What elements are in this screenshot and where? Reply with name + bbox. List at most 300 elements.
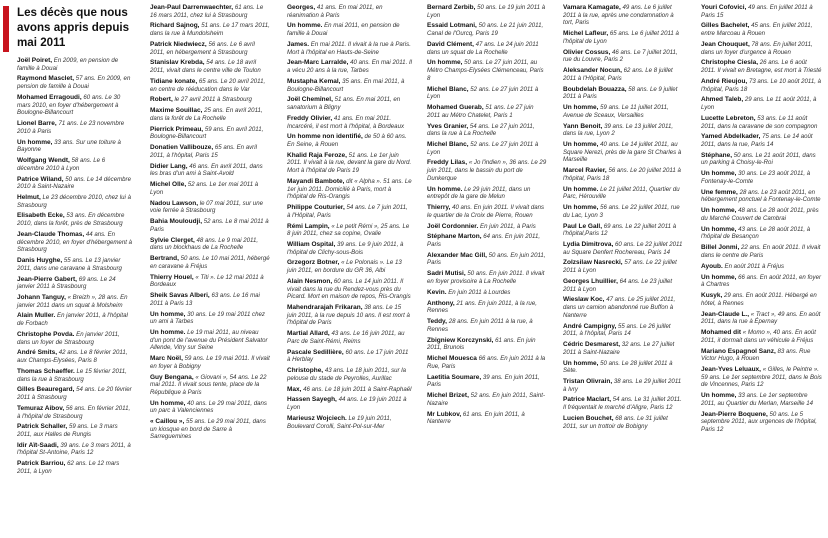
- entry-name: Sylvie Clerget,: [150, 236, 195, 244]
- entry-description: 63 ans. Le 16 mai 2011 à Paris 13: [150, 292, 260, 307]
- death-entry: [150, 400, 270, 415]
- entry-description: 50 ans. Le 28 juillet 2011 à Sète.: [563, 359, 673, 375]
- column-1: [17, 57, 133, 479]
- entry-description: 40 ans. Le 14 juillet 2011, au Square Nerezi, près de la gare St Charles à Marseille: [563, 140, 682, 164]
- entry-description: 50 ans. Le 5 septembre 2011, aux urgences de l'hôpital, Paris 12: [701, 410, 817, 433]
- entry-name: Maxime Souillac,: [150, 107, 203, 115]
- entry-name: Mariano Espagnol Sanz,: [701, 347, 776, 355]
- death-entry: [17, 157, 133, 172]
- entry-description: 44 ans. Le 19 juin 2011 à Lyon: [287, 396, 407, 412]
- entry-description: 48 ans. Le 28 août 2011, près du Marché Couvert de Cambrai: [701, 207, 819, 222]
- death-entry: [150, 181, 270, 196]
- death-entry: [150, 144, 270, 159]
- entry-description: 45 ans. En juillet 2011, entre Marcoau à Rouen: [701, 22, 813, 38]
- entry-name: Jean-Marc Larralde,: [287, 59, 349, 67]
- entry-name: Lionel Barre,: [17, 120, 57, 128]
- death-entry: [17, 331, 133, 346]
- entry-description: 39 ans. En juin 2011, Paris: [427, 373, 540, 389]
- entry-name: Georges,: [287, 4, 316, 11]
- entry-name: Zbigniew Korczynski,: [427, 336, 494, 344]
- entry-description: 61 ans. En juin 2011, Brunois: [427, 336, 536, 352]
- entry-description: 52 ans. Le 27 juin 2011 à Lyon: [427, 140, 539, 156]
- death-entry: [287, 178, 412, 201]
- entry-name: Yves Granier,: [427, 122, 469, 130]
- entry-name: Un homme,: [563, 140, 599, 148]
- entry-name: Richard Sajnog,: [150, 22, 200, 30]
- entry-description: 52 ans. En juin 2011, Saint-Nazaire: [427, 392, 546, 407]
- death-entry: [150, 374, 270, 397]
- death-entry: [17, 120, 133, 135]
- entry-name: Christophe Povda.: [17, 330, 75, 338]
- title-accent-bar: [3, 6, 9, 52]
- entry-name: Billel Jonmi,: [701, 244, 740, 252]
- entry-description: 43 ans. Le 18 juin 2011, sur la pelouse du stade de Peyrolles, Aurillac: [287, 367, 407, 382]
- entry-description: 47 ans. Le 24 juin 2011 dans un squat de La Rochelle: [427, 40, 539, 56]
- entry-name: Jean-Paul Darrenwaechter,: [150, 4, 234, 11]
- death-entry: [17, 460, 133, 475]
- death-entry: [17, 294, 133, 309]
- entry-name: Donatien Vallibouze,: [150, 144, 214, 152]
- death-entry: [563, 296, 683, 319]
- entry-name: Michel Mouesca: [427, 355, 477, 363]
- death-entry: [150, 200, 270, 215]
- entry-description: Le 29 juin 2011, dans un entrepôt de la gare de Melun: [427, 185, 531, 201]
- death-entry: [287, 115, 412, 130]
- death-entry: [563, 241, 683, 256]
- death-entry: [150, 96, 270, 104]
- entry-description: 61 ans. Le 16 mars 2011, chez lui à Strasbourg: [150, 4, 264, 19]
- entry-description: 26 ans. Le 6 août 2011. Il vivait en Bretagne, est mort à Triesté: [701, 59, 822, 75]
- death-entry: [427, 59, 547, 82]
- entry-description: 53 ans. En décembre 2010, dans la forêt, près de Strasbourg: [17, 212, 125, 228]
- death-entry: [17, 442, 133, 457]
- entry-name: Michel Blanc,: [427, 85, 469, 93]
- entry-description: 30 ans. Le 23 août 2011, à Fontenay-le-Comte: [701, 170, 811, 185]
- death-entry: [150, 274, 270, 289]
- entry-name: Patrick Barriou,: [17, 460, 66, 468]
- entry-name: Essaid Lotmani,: [427, 22, 477, 30]
- entry-description: 50 ans. Le 21 juin 2011, Canal de l'Ourcq, Paris 19: [427, 22, 544, 38]
- death-entry: [427, 411, 547, 426]
- entry-name: Christophe,: [287, 367, 324, 375]
- entry-name: Thierry Houel,: [150, 273, 194, 281]
- entry-description: 46 ans. Le 7 juillet 2011, rue du Louvre, Paris 2: [563, 48, 678, 64]
- entry-description: Le 19 mai 2011, au niveau d'un pont de l'avenue du Président Salvator Allende, Vitry sur Seine: [150, 329, 268, 352]
- death-entry: [563, 167, 683, 182]
- death-entry: [17, 212, 133, 227]
- entry-name: Guy Bengana,: [150, 373, 194, 381]
- death-entry: [17, 194, 133, 209]
- entry-name: Mustapha Kemal,: [287, 77, 341, 85]
- entry-name: Alain Muller.: [17, 312, 56, 320]
- entry-name: Michel Lafleur,: [563, 30, 609, 38]
- entry-name: Kusyk,: [701, 292, 723, 300]
- entry-description: 56 ans. En février 2011, à l'hôpital de Strasbourg: [17, 404, 131, 420]
- entry-name: Cédric Desmarest,: [563, 341, 621, 349]
- death-entry: [17, 405, 133, 420]
- entry-description: 29 ans. Le 11 août 2011, à Lyon: [701, 96, 817, 112]
- entry-name: Helmut,: [17, 193, 41, 201]
- column-2: [150, 4, 270, 444]
- entry-name: Anthony,: [427, 299, 455, 307]
- entry-name: William Ospital,: [287, 241, 336, 248]
- entry-description: « Momo », 40 ans. En août 2011, il dormait dans un véhicule à Fréjus: [701, 329, 816, 344]
- page-title: Les décès que nous avons appris depuis mai 2011: [17, 6, 130, 49]
- entry-name: Temuraz Aibov,: [17, 404, 65, 412]
- entry-description: 51 ans. En mai 2011, en sanatorium à Bligny: [287, 96, 401, 112]
- entry-description: 54 ans. Le 20 février 2011 à Strasbourg: [17, 386, 132, 402]
- entry-name: Alain Nesmon,: [287, 277, 333, 285]
- entry-description: 56 ans. Le 6 avril 2011, en hébergement à Strasbourg: [150, 40, 255, 56]
- entry-description: 32 ans. Le 27 juillet 2011 à Saint-Nazaire: [563, 341, 675, 356]
- death-entry: [427, 355, 547, 370]
- entry-description: 61 ans. En juin 2011, à Nanterre: [427, 410, 525, 426]
- entry-name: Alexander Mac Gill,: [427, 251, 487, 259]
- death-entry: [150, 78, 270, 93]
- entry-name: Max,: [287, 385, 302, 393]
- death-entry: [563, 141, 683, 164]
- entry-name: Johann Tanguy,: [17, 294, 66, 301]
- entry-description: 40 ans. En mai 2011. Il a vécu 20 ans à la rue, Tarbes: [287, 59, 413, 75]
- entry-name: Jean-Yves Leluaux,: [701, 366, 761, 374]
- entry-name: Stéphane Marton,: [427, 233, 482, 241]
- death-entry: [150, 163, 270, 178]
- entry-description: 39 ans. Le 3 mars 2011, à l'hôpital St-Antoine, Paris 12: [17, 441, 131, 457]
- death-entry: [563, 186, 683, 201]
- entry-description: 48 ans. Le 9 mai 2011, dans un blockhaus de La Rochelle: [150, 236, 259, 252]
- entry-description: 47 ans. Le 25 juillet 2011, dans un camion abandonné rue Buffon à Nanterre: [563, 296, 676, 319]
- entry-name: Un homme,: [17, 138, 53, 146]
- entry-description: 33 ans. Sur une toiture à Bayonne: [17, 138, 121, 154]
- entry-name: Bahia Mouloudji,: [150, 218, 202, 226]
- entry-description: 30 ans. Le 19 mai 2011 chez un ami à Tarbes: [150, 310, 265, 326]
- entry-name: Lydia Dimitrova,: [563, 241, 614, 248]
- entry-name: Ahmed Taleb,: [701, 96, 744, 104]
- entry-name: Michel Brizet,: [427, 392, 469, 400]
- death-entry: [427, 223, 547, 231]
- entry-description: 60 ans. Le 22 juillet 2011 au Square Denfert Rochereau, Paris 14: [563, 241, 683, 256]
- entry-description: 59 ans. Le 11 juillet 2011, Avenue de Sceaux, Versailles: [563, 104, 669, 119]
- entry-name: Paul Le Gall,: [563, 222, 603, 230]
- entry-name: Raymond Masclet,: [17, 75, 75, 83]
- death-entry: [287, 96, 412, 111]
- entry-name: Bertrand,: [150, 255, 179, 263]
- entry-name: Un homme,: [701, 225, 737, 233]
- entry-name: Robert,: [150, 96, 173, 104]
- entry-name: Ayoub.: [701, 262, 723, 270]
- entry-name: Youri Cofovici,: [701, 4, 747, 11]
- death-entry: [563, 278, 683, 293]
- death-entry: [427, 104, 547, 119]
- entry-description: 54 ans. Le 18 avril 2011, vivait dans le centre ville de Toulon: [150, 59, 261, 75]
- death-entry: [150, 107, 270, 122]
- entry-name: Yann Benoit,: [563, 122, 603, 130]
- entry-description: 22 ans. En août 2011. Il vivait dans le centre de Paris: [701, 244, 821, 259]
- death-entry: [287, 415, 412, 430]
- death-entry: [17, 75, 133, 90]
- entry-name: Un homme,: [701, 170, 737, 178]
- death-entry: [17, 312, 133, 327]
- entry-description: 50 ans. Le 21 août 2011, dans un parking à Choisy-le-Roi: [701, 151, 816, 167]
- death-entry: [427, 159, 547, 182]
- entry-name: Khalid Raja Feroze,: [287, 151, 347, 159]
- death-entry: [563, 341, 683, 356]
- death-entry: [287, 278, 412, 301]
- death-entry: [563, 360, 683, 375]
- death-entry: [150, 41, 270, 56]
- entry-description: 58 ans. Le 9 juillet 2011 à Paris: [563, 85, 678, 101]
- column-4: [427, 4, 547, 429]
- entry-name: Jean Chouquet,: [701, 40, 750, 48]
- entry-description: 59 ans. Le 19 mai 2011. Il vivait en foyer à Bobigny: [150, 355, 270, 370]
- entry-description: 65 ans. Le 20 avril 2011, en centre de rééducation dans le Var: [150, 77, 266, 93]
- entry-description: « Le Polonais ». Le 13 juin 2011, en bordure du GR 36, Albi: [287, 259, 402, 275]
- entry-description: 44 ans. En décembre 2010, en foyer d'hébergement à Strasbourg: [17, 230, 132, 254]
- entry-name: Didier Lang,: [150, 162, 188, 170]
- death-entry: [563, 223, 683, 238]
- entry-name: Grzegorz Botner,: [287, 259, 340, 267]
- death-entry: [701, 170, 823, 185]
- entry-description: 43 ans. Le 28 août 2011, à l'hôpital de Besançon: [701, 225, 811, 241]
- death-entry: [427, 392, 547, 407]
- entry-description: « Jo l'indien », 36 ans. Le 29 juin 2011, dans le bassin du port de Dunkerque: [427, 159, 547, 182]
- entry-description: 51 ans. Le 17 mars 2011, dans la rue à Mundolsheim: [150, 22, 270, 38]
- entry-name: Stanislav Krebda,: [150, 59, 205, 67]
- death-entry: [150, 255, 270, 270]
- entry-name: Un homme,: [427, 59, 463, 67]
- entry-name: Un homme non identifié,: [287, 133, 363, 141]
- entry-description: Le 15 février 2011, dans la rue à Strasbourg: [17, 367, 127, 383]
- death-entry: [563, 67, 683, 82]
- entry-name: Hassen Sayegh,: [287, 396, 337, 404]
- death-entry: [287, 349, 412, 364]
- entry-name: Wolfgang Wendt,: [17, 157, 70, 165]
- death-entry: [427, 252, 547, 267]
- entry-name: Patrick Schaller,: [17, 423, 68, 431]
- death-entry: [563, 415, 683, 430]
- death-entry: [17, 176, 133, 191]
- entry-name: Pascale Sedillière,: [287, 348, 344, 356]
- death-entry: [563, 30, 683, 45]
- entry-description: En janvier 2011, dans un foyer de Strasbourg: [17, 330, 120, 346]
- entry-name: Stéphane,: [701, 151, 733, 159]
- entry-description: 68 ans. Le 31 juillet 2011, sur un trottoir de Bobigny: [563, 414, 668, 430]
- death-entry: [563, 104, 683, 119]
- death-entry: [17, 349, 133, 364]
- entry-name: Gilles Bachelet,: [701, 22, 750, 30]
- entry-name: Un homme.: [563, 185, 599, 193]
- entry-description: 65 ans. Le 6 juillet 2011 à l'hôpital de Lyon: [563, 30, 679, 45]
- death-entry: [287, 133, 412, 148]
- death-entry: [150, 355, 270, 370]
- entry-name: Olivier Cossus,: [563, 48, 611, 56]
- entry-name: André Smits,: [17, 349, 58, 357]
- entry-description: 75 ans. Le 14 août 2011, dans la rue, Paris 14: [701, 133, 813, 148]
- death-entry: [563, 259, 683, 274]
- death-entry: [427, 204, 547, 219]
- entry-description: En mai 2011. Il vivait à la rue à Paris. Mort à l'hôpital en Hauts-de-Seine: [287, 40, 411, 56]
- death-entry: [701, 96, 823, 111]
- entry-name: Un homme,: [563, 204, 599, 212]
- entry-name: Un homme.: [287, 22, 323, 30]
- entry-name: Pierrick Primeau,: [150, 125, 204, 133]
- entry-name: « Caillou »,: [150, 418, 185, 426]
- death-entry: [563, 204, 683, 219]
- entry-name: Michel Blanc,: [427, 140, 469, 148]
- entry-name: David Clément,: [427, 40, 474, 48]
- death-entry: [701, 348, 823, 363]
- entry-description: 42 ans. Le 8 février 2011, aux Champs-Elysées, Paris 8: [17, 349, 128, 365]
- entry-description: 71 ans. Le 23 novembre 2010 à Paris: [17, 120, 125, 135]
- entry-name: Wieslaw Koc,: [563, 296, 605, 304]
- death-entry: [701, 263, 823, 271]
- entry-description: 41 ans. En mai 2011, en réanimation à Paris: [287, 4, 383, 19]
- entry-name: Joël Cordonnier.: [427, 222, 479, 230]
- entry-description: 64 ans. En juin 2011, Paris: [427, 233, 541, 248]
- entry-description: 46 ans. Le 18 juin 2011 à Saint-Raphaël: [303, 385, 412, 393]
- entry-name: Mr Lubkov,: [427, 410, 462, 418]
- entry-description: En mai 2011, en pension de famille à Douai: [287, 22, 400, 38]
- death-entry: [17, 368, 133, 383]
- entry-name: James.: [287, 40, 310, 48]
- entry-name: Patrice Wiland,: [17, 175, 64, 183]
- death-entry: [563, 4, 683, 27]
- entry-description: le 27 avril 2011 à Strasbourg: [174, 96, 252, 104]
- entry-description: 28 ans. Le 23 août 2011, en hébergement ponctuel à Fontenay-le-Comte: [701, 188, 821, 204]
- death-entry: [427, 289, 547, 297]
- entry-name: Freddy Olivier,: [287, 114, 333, 122]
- death-entry: [150, 329, 270, 352]
- death-entry: [701, 366, 823, 389]
- entry-description: 21 ans. En juin 2011, à la rue, Rennes: [427, 299, 537, 315]
- entry-name: Vamara Kamagate,: [563, 4, 621, 11]
- entry-description: 46 ans. En avril 2011, dans les bras d'un ami à Saint-Avold: [150, 162, 263, 178]
- death-entry: [701, 22, 823, 37]
- entry-name: Rémi Lampin,: [287, 222, 330, 230]
- death-entry: [427, 141, 547, 156]
- entry-name: André Rieujou,: [701, 77, 748, 85]
- entry-description: 40 ans. En juin 2011. Il vivait dans le quartier de la Croix de Pierre, Rouen: [427, 204, 545, 219]
- entry-description: 25 ans. En avril 2011, dans la forêt de La Rochelle: [150, 107, 263, 122]
- entry-name: Un homme,: [701, 207, 737, 215]
- entry-name: Gilles Beauregard,: [17, 386, 75, 394]
- entry-description: « Titi ». Le 12 mai 2011 à Bordeaux: [150, 273, 264, 289]
- entry-name: Michel Olle,: [150, 181, 187, 189]
- death-entry: [287, 396, 412, 411]
- death-entry: [427, 374, 547, 389]
- death-entry: [287, 22, 412, 37]
- entry-name: Jean-Pierre Boquene,: [701, 410, 768, 418]
- death-entry: [563, 396, 683, 411]
- death-entry: [150, 22, 270, 37]
- death-entry: [17, 423, 133, 438]
- death-entry: [287, 304, 412, 327]
- entry-name: Tidiane konate,: [150, 77, 198, 85]
- entry-name: Tristan Olivrain,: [563, 377, 613, 385]
- entry-name: Un homme.: [427, 185, 463, 193]
- entry-description: 51 ans. Le 27 juin 2011 au Métro Chatelet, Paris 1: [427, 104, 534, 119]
- entry-name: Joël Chemînel,: [287, 96, 333, 104]
- entry-description: En juin 2011, à Paris: [480, 222, 536, 230]
- entry-description: le 07 mai 2011, sur une voie ferrée à Strasbourg: [150, 199, 263, 215]
- entry-name: Lucette Lebreton,: [701, 114, 756, 122]
- entry-description: 55 ans. Le 26 juillet 2011, à l'hôpital, Paris 14: [563, 322, 671, 338]
- death-entry: [17, 276, 133, 291]
- entry-description: 69 ans. Le 24 janvier 2011 à Strasbourg: [17, 275, 116, 291]
- death-entry: [427, 300, 547, 315]
- entry-description: 66 ans. En juin 2011 à la Rue, Paris: [427, 355, 546, 370]
- entry-description: 29 ans. En août 2011. Hébergé en hôtel, à Rennes: [701, 292, 817, 307]
- death-entry: [287, 78, 412, 93]
- entry-description: Le 23 décembre 2010, chez lui à Strasbourg: [17, 193, 131, 209]
- death-entry: [150, 126, 270, 141]
- entry-name: Aleksander Nocun,: [563, 67, 622, 75]
- entry-description: 39 ans. Le 13 juillet 2011, dans la rue, Lyon 2: [563, 122, 674, 138]
- death-entry: [701, 244, 823, 259]
- death-entry: [150, 292, 270, 307]
- entry-name: André Campigny,: [563, 322, 617, 330]
- death-entry: [701, 292, 823, 307]
- entry-name: Jean-Pierre Gabert,: [17, 275, 77, 283]
- death-entry: [17, 386, 133, 401]
- entry-description: En juin 2011 à Lourdes: [448, 288, 511, 296]
- death-entry: [427, 186, 547, 201]
- death-entry: [701, 392, 823, 407]
- entry-description: 50 ans. En juin 2011. Il vivait en foyer provisoire à La Rochelle: [427, 270, 545, 285]
- death-entry: [150, 418, 270, 441]
- entry-name: Freddy Lilas,: [427, 159, 468, 167]
- entry-description: 59 ans. Le 3 mars 2011, aux Halles de Rungis: [17, 423, 118, 438]
- entry-name: Marieusz Wojciech.: [287, 414, 347, 422]
- entry-name: Mayandi Bambote,: [287, 177, 345, 185]
- entry-description: 59 ans. En avril 2011, Boulogne-Billancourt: [150, 125, 264, 141]
- entry-name: Kevin.: [427, 288, 447, 296]
- death-entry: [17, 231, 133, 254]
- death-entry: [701, 78, 823, 93]
- entry-description: 50 ans. Le 10 mai 2011, hébergé en caravane à Fréjus: [150, 255, 270, 270]
- death-entry: [287, 241, 412, 256]
- death-entry: [287, 223, 412, 238]
- entry-name: Mohamed Guerab,: [427, 104, 484, 112]
- entry-description: En janvier 2011, à l'hôpital de Forbach: [17, 312, 128, 328]
- entry-description: 64 ans. Le 23 juillet 2011 à Lyon: [563, 277, 673, 293]
- entry-name: Thierry,: [427, 204, 451, 212]
- entry-name: Bernard Zerbib,: [427, 4, 476, 11]
- entry-name: Jean-Claude Thomas,: [17, 230, 85, 238]
- entry-name: Un homme,: [150, 310, 186, 318]
- death-entry: [150, 4, 270, 19]
- death-entry: [701, 152, 823, 167]
- entry-description: dit « Alpha ». 51 ans. Le 1er juin 2011. Domicilié à Paris, mort à l'hôpital de Ris-Orangis: [287, 177, 412, 201]
- entry-name: Marc Noël,: [150, 355, 183, 363]
- column-3: [287, 4, 412, 433]
- death-entry: [701, 4, 823, 19]
- entry-description: 66 ans. En août 2011, en foyer à Chartres: [701, 273, 821, 289]
- entry-description: 52 ans. Le 1er mai 2011 à Lyon: [150, 181, 259, 196]
- death-entry: [701, 274, 823, 289]
- entry-description: Le 21 juillet 2011, Quartier du Parc, Hérouville: [563, 185, 680, 201]
- entry-name: Georges Lhuillier,: [563, 277, 618, 285]
- entry-name: Laetitia Soumare,: [427, 373, 482, 381]
- entry-description: 43 ans. Le 16 juin 2011, au Parc de Saint-Rémi, Reims: [287, 330, 405, 345]
- entry-description: 60 ans. Le 30 mars 2010, en foyer d'hébergement à Boulogne-Billancourt: [17, 93, 121, 117]
- entry-description: 69 ans. Le 22 juillet 2011 à l'hôpital,Paris 12: [563, 222, 677, 238]
- death-entry: [563, 86, 683, 101]
- death-entry: [701, 41, 823, 56]
- entry-name: Un homme,: [701, 273, 737, 281]
- entry-name: Jean-Claude L.,: [701, 310, 750, 318]
- entry-description: 56 ans. Le 22 juillet 2011, rue du Lac, Lyon 3: [563, 204, 680, 219]
